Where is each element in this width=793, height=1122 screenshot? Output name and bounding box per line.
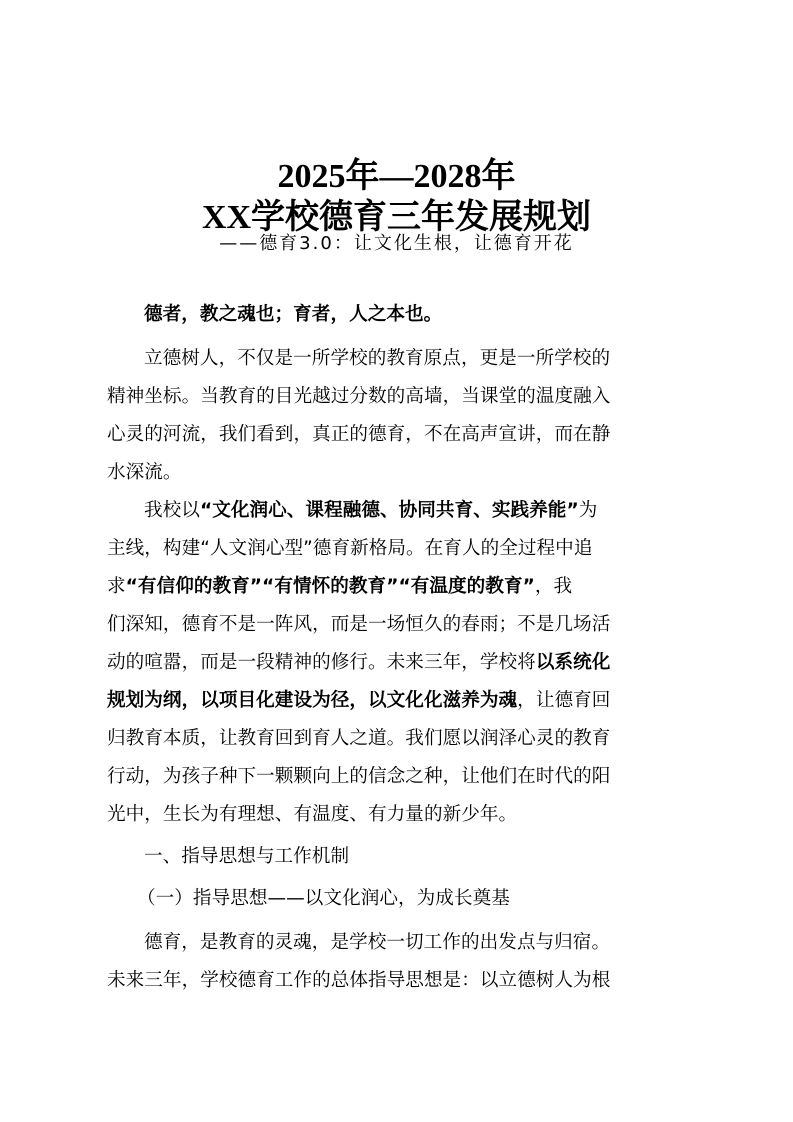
paragraph-line: 精神坐标。当教育的目光越过分数的高墙，当课堂的温度融入	[107, 386, 611, 407]
text-segment: 为	[578, 500, 598, 521]
title-years: 2025年—2028年	[277, 158, 516, 195]
paragraph-line	[107, 644, 687, 682]
text-segment: ，我	[534, 576, 573, 597]
bold-phrase: 规划为纲，以项目化建设为径，以文化化滋养为魂	[107, 690, 518, 711]
paragraph-line: 行动，为孩子种下一颗颗向上的信念之种，让他们在时代的阳	[107, 766, 611, 787]
paragraph-mainline	[107, 492, 687, 834]
text-segment: 我校以	[144, 500, 200, 521]
text-segment: 求	[107, 576, 126, 597]
bold-phrase: “有信仰的教育”“有情怀的教育”“有温度的教育”	[125, 576, 535, 597]
paragraph-line: 主线，构建“人文润心型”德育新格局。在育人的全过程中追	[107, 538, 593, 559]
text-segment: 动的喧嚣，而是一段精神的修行。未来三年，学校将	[107, 652, 536, 673]
document-body	[107, 296, 687, 1000]
paragraph-line	[107, 492, 687, 530]
bold-phrase: 以系统化	[535, 652, 611, 673]
subtitle: ——德育3.0：让文化生根，让德育开花	[219, 233, 574, 254]
paragraph-line: 光中，生长为有理想、有温度、有力量的新少年。	[107, 804, 518, 825]
paragraph-line	[107, 682, 687, 720]
paragraph-line: 们深知，德育不是一阵风，而是一场恒久的春雨；不是几场活	[107, 614, 611, 635]
motto: 德者，教之魂也；育者，人之本也。	[144, 304, 443, 325]
paragraph-line: 归教育本质，让教育回到育人之道。我们愿以润泽心灵的教育	[107, 728, 611, 749]
paragraph-guiding-thought	[107, 924, 687, 1000]
paragraph-line: 心灵的河流，我们看到，真正的德育，不在高声宣讲，而在静	[107, 424, 611, 445]
paragraph-line: 水深流。	[107, 462, 182, 483]
bold-phrase: “文化润心、课程融德、协同共育、实践养能”	[199, 500, 579, 521]
subsection-heading: （一）指导思想——以文化润心，为成长奠基	[137, 888, 510, 909]
paragraph-line: 立德树人，不仅是一所学校的教育原点，更是一所学校的	[144, 348, 611, 369]
paragraph-intro	[107, 340, 687, 492]
paragraph-line: 德育，是教育的灵魂，是学校一切工作的出发点与归宿。	[144, 932, 611, 953]
paragraph-line	[107, 568, 687, 606]
section-heading: 一、指导思想与工作机制	[144, 846, 350, 867]
paragraph-line: 未来三年，学校德育工作的总体指导思想是：以立德树人为根	[107, 970, 611, 991]
text-segment: ，让德育回	[517, 690, 611, 711]
page-title: XX学校德育三年发展规划	[201, 199, 592, 236]
